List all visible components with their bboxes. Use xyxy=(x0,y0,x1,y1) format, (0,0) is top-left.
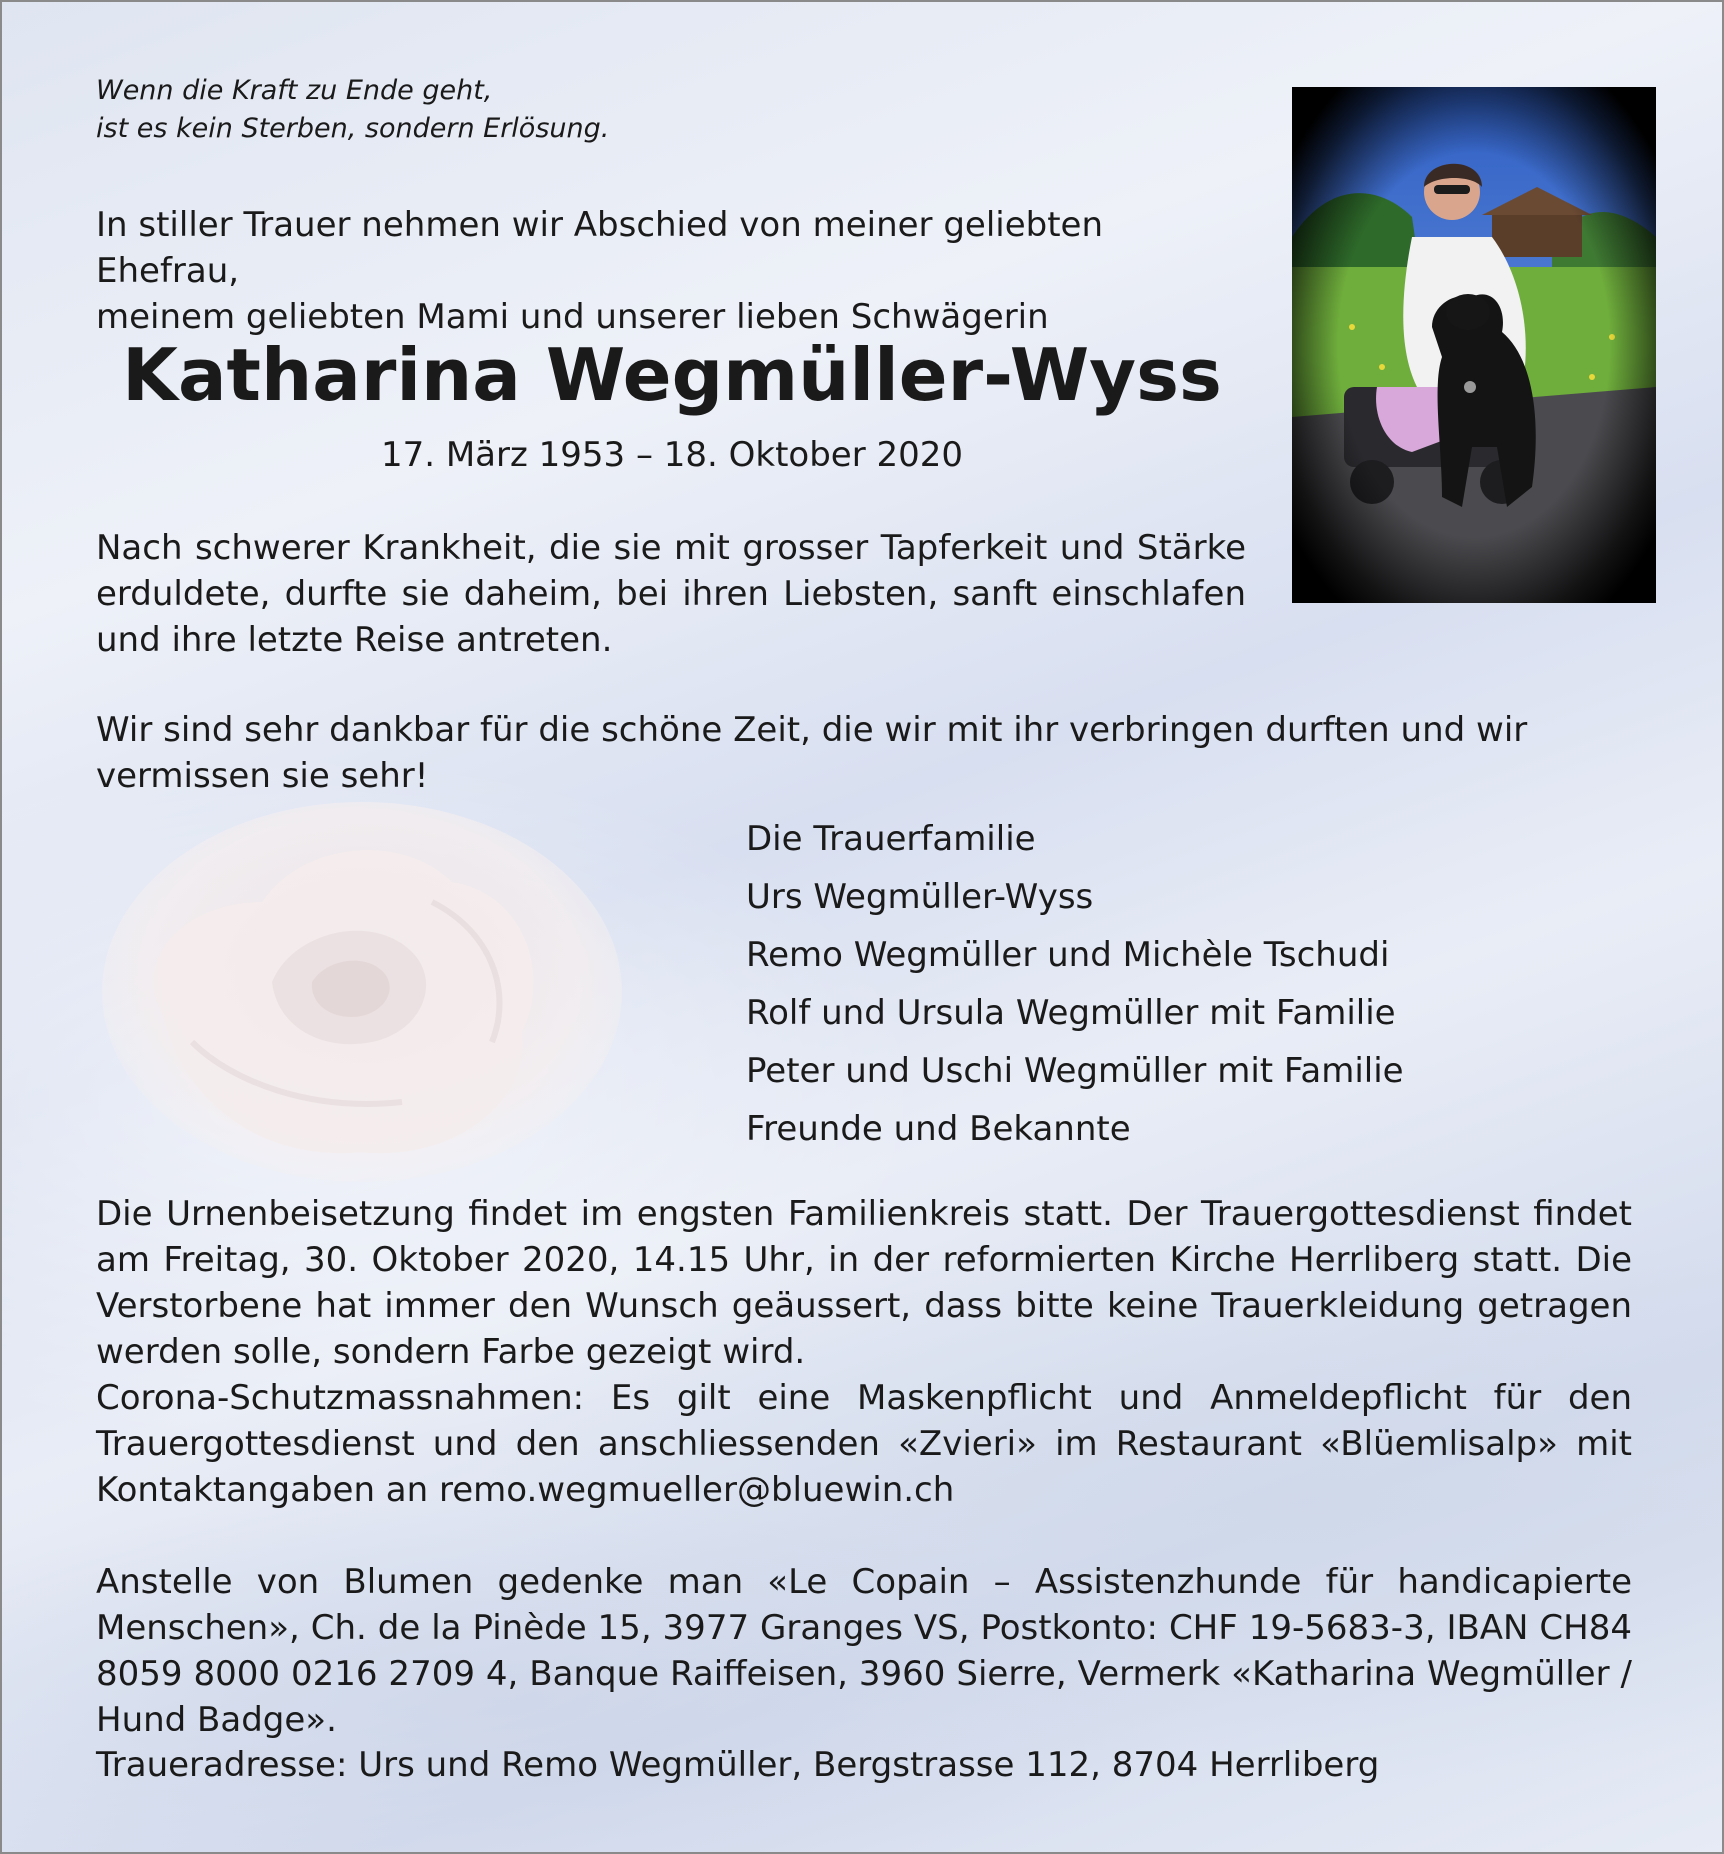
gratitude-paragraph: Wir sind sehr dankbar für die schöne Zeit, die wir mit ihr verbringen durften und wir vermissen sie sehr! xyxy=(96,710,1528,796)
intro xyxy=(96,202,1246,340)
motto xyxy=(96,72,609,148)
illness-paragraph: Nach schwerer Krankheit, die sie mit grosser Tapferkeit und Stärke erduldete, durfte sie daheim, bei ihren Liebsten, sanft einschlafen und ihre letzte Reise antreten. xyxy=(96,528,1246,660)
family-member: Urs Wegmüller-Wyss xyxy=(746,877,1094,917)
service-paragraph: Die Urnenbeisetzung findet im engsten Familienkreis statt. Der Trauergottesdienst findet am Freitag, 30. Oktober 2020, 14.15 Uhr, in der reformierten Kirche Herrliberg statt. Die Verstorbene hat immer den Wunsch geäussert, dass bitte keine Trauerkleidung getragen werden solle, sondern Farbe gezeigt wird. xyxy=(96,1194,1632,1372)
donation-paragraph: Anstelle von Blumen gedenke man «Le Copain – Assistenzhunde für handicapierte Menschen», Ch. de la Pinède 15, 3977 Granges VS, Postkonto: CHF 19-5683-3, IBAN CH84 8059 8000 0216 2709 4, Banque Raiffeisen, 3960 Sierre, Vermerk «Katharina Wegmüller / Hund Badge». xyxy=(96,1562,1632,1740)
family-member: Remo Wegmüller und Michèle Tschudi xyxy=(746,935,1390,975)
family-member: Freunde und Bekannte xyxy=(746,1109,1131,1149)
family-list xyxy=(746,810,1404,1158)
motto-line-1: Wenn die Kraft zu Ende geht, xyxy=(96,75,493,106)
family-member: Peter und Uschi Wegmüller mit Familie xyxy=(746,1051,1404,1091)
corona-paragraph: Corona-Schutzmassnahmen: Es gilt eine Maskenpflicht und Anmeldepflicht für den Trauergottesdienst und den anschliessenden «Zvieri» im Restaurant «Blüemlisalp» mit Kontaktangaben an remo.wegmueller@bluewin.ch xyxy=(96,1378,1632,1510)
family-member: Die Trauerfamilie xyxy=(746,819,1036,859)
intro-line-1: In stiller Trauer nehmen wir Abschied von meiner geliebten Ehefrau, xyxy=(96,205,1104,291)
service-section xyxy=(96,1191,1632,1513)
mourning-address: Traueradresse: Urs und Remo Wegmüller, Bergstrasse 112, 8704 Herrliberg xyxy=(96,1745,1380,1785)
motto-line-2: ist es kein Sterben, sondern Erlösung. xyxy=(96,113,610,144)
portrait-photo xyxy=(1292,87,1656,603)
family-member: Rolf und Ursula Wegmüller mit Familie xyxy=(746,993,1396,1033)
life-dates: 17. März 1953 – 18. Oktober 2020 xyxy=(380,435,964,475)
intro-line-2: meinem geliebten Mami und unserer lieben Schwägerin xyxy=(96,297,1049,337)
rose-illustration xyxy=(72,782,632,1202)
deceased-name: Katharina Wegmüller-Wyss xyxy=(122,333,1222,417)
